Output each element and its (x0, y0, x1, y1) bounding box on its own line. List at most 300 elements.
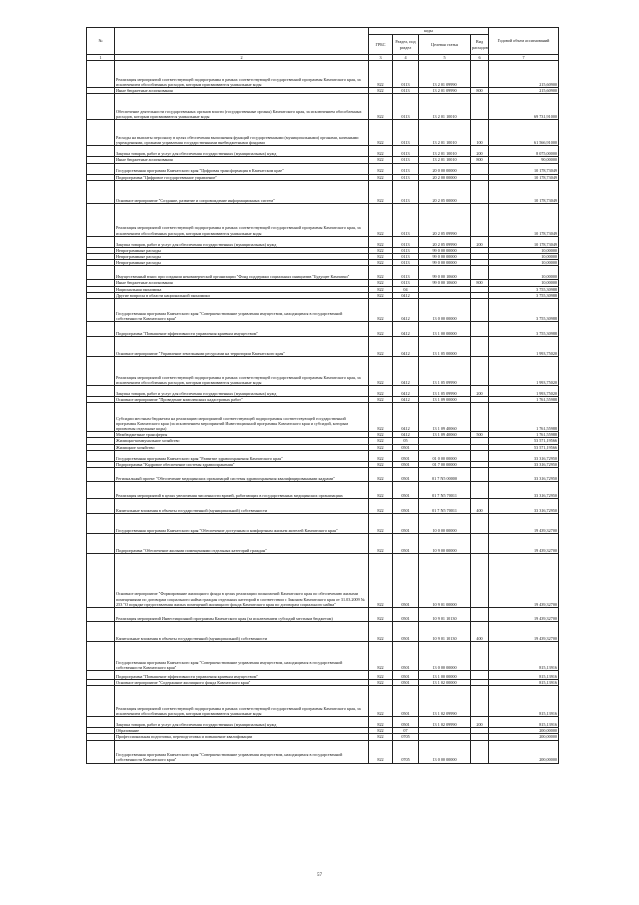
amount-cell: 200,00000 (489, 740, 559, 763)
row-num-cell (87, 163, 115, 174)
item-name-cell: Государственная программа Камчатского края "Обеспечение доступным и комфортным жильем жителей Камчатского края" (115, 514, 369, 534)
section-code-cell: 0412 (393, 386, 419, 397)
amount-cell: 815,13916 (489, 680, 559, 686)
amount-cell: 10 178,73049 (489, 163, 559, 174)
amount-cell: 33 316,72950 (489, 461, 559, 467)
row-num-cell (87, 642, 115, 671)
section-code-cell: 0501 (393, 444, 419, 450)
amount-cell: 215,60900 (489, 88, 559, 94)
grbs-code-cell: 822 (369, 499, 393, 514)
section-code-cell: 0705 (393, 740, 419, 763)
target-article-cell: 13 1 05 09990 (419, 357, 471, 386)
grbs-code-cell: 822 (369, 671, 393, 680)
item-name-cell: Государственная программа Камчатского края "Цифровая трансформация в Камчатском крае" (115, 163, 369, 174)
grbs-code-cell: 822 (369, 432, 393, 438)
table-row (87, 717, 559, 728)
item-name-cell: Национальная экономика (115, 286, 369, 292)
target-article-cell: 99 0 00 00000 (419, 247, 471, 253)
item-name-cell: Капитальные вложения в объекты государственной (муниципальной) собственности (115, 499, 369, 514)
expense-type-cell (471, 482, 489, 499)
expense-type-cell (471, 357, 489, 386)
target-article-cell: 13 1 05 00000 (419, 337, 471, 357)
section-code-cell: 0113 (393, 120, 419, 146)
amount-cell: 19 439,32700 (489, 622, 559, 642)
row-num-cell (87, 146, 115, 157)
grbs-code-cell: 822 (369, 397, 393, 403)
section-code-cell: 0501 (393, 450, 419, 461)
expense-type-cell (471, 94, 489, 120)
expense-type-cell: 200 (471, 717, 489, 728)
table-row (87, 642, 559, 671)
grbs-code-cell: 822 (369, 247, 393, 253)
target-article-cell: 13 1 09 40060 (419, 403, 471, 432)
item-name-cell: Государственная программа Камчатского края "Совершенствование управления имуществом, находящимся в государственной собственности Камчатского края" (115, 642, 369, 671)
expense-type-cell (471, 450, 489, 461)
index-cell: 6 (471, 55, 489, 61)
item-name-cell: Основное мероприятие "Содержание жилищного фонда Камчатского края" (115, 680, 369, 686)
grbs-code-cell: 822 (369, 163, 393, 174)
target-article-cell: 99 0 00 10600 (419, 266, 471, 280)
amount-cell: 19 439,32700 (489, 534, 559, 554)
item-name-cell: Основное мероприятие "Управление земельными ресурсами на территории Камчатского края" (115, 337, 369, 357)
amount-cell: 815,13916 (489, 686, 559, 717)
grbs-code-cell: 822 (369, 120, 393, 146)
section-code-cell: 0412 (393, 322, 419, 337)
amount-cell: 200,00000 (489, 728, 559, 734)
section-code-cell: 0705 (393, 734, 419, 740)
grbs-code-cell: 822 (369, 386, 393, 397)
table-row (87, 468, 559, 482)
section-code-cell: 0501 (393, 680, 419, 686)
page-number: 57 (317, 873, 322, 878)
section-code-cell: 0501 (393, 534, 419, 554)
grbs-code-cell: 822 (369, 266, 393, 280)
index-cell: 1 (87, 55, 115, 61)
amount-cell: 1 761,55988 (489, 397, 559, 403)
row-num-cell (87, 740, 115, 763)
target-article-cell: 13 1 02 09990 (419, 717, 471, 728)
grbs-code-cell: 822 (369, 180, 393, 203)
table-row (87, 94, 559, 120)
section-code-cell: 0113 (393, 180, 419, 203)
item-name-cell: Закупка товаров, работ и услуг для обеспечения государственных (муниципальных) нужд (115, 146, 369, 157)
target-article-cell: 10 9 00 00000 (419, 534, 471, 554)
expense-type-cell (471, 299, 489, 322)
target-article-cell: 13 2 01 10010 (419, 157, 471, 163)
grbs-code-cell: 822 (369, 286, 393, 292)
row-num-cell (87, 608, 115, 622)
expense-type-cell (471, 468, 489, 482)
header-amount: Годовой объем ассигнований (489, 28, 559, 55)
row-num-cell (87, 717, 115, 728)
grbs-code-cell: 822 (369, 461, 393, 467)
item-name-cell: Иные бюджетные ассигнования (115, 280, 369, 286)
section-code-cell: 0501 (393, 622, 419, 642)
item-name-cell: Реализация мероприятий соответствующей подпрограммы в рамках соответствующей государственной программы Камчатского края, за исключением обособленных расходов, которым присваиваются уникальные коды (115, 357, 369, 386)
table-header (87, 28, 559, 61)
expense-type-cell (471, 534, 489, 554)
amount-cell: 19 439,32700 (489, 554, 559, 608)
grbs-code-cell: 822 (369, 260, 393, 266)
section-code-cell: 0113 (393, 236, 419, 247)
section-code-cell: 0113 (393, 61, 419, 88)
row-num-cell (87, 203, 115, 236)
grbs-code-cell: 822 (369, 236, 393, 247)
item-name-cell: Основное мероприятие "Формирование жилищного фонда в целях реализации полномочий Камчатского края по обеспечению жилыми помещениями по договорам социального найма граждан отдельных категорий в соответствии с Законом Камчатского края от 31.03.2009 № 253 "О порядке предоставления жилых помещений жилищного фонда Камчатского края по договорам социального найма" (115, 554, 369, 608)
target-article-cell: 13 0 00 00000 (419, 299, 471, 322)
table-row (87, 61, 559, 88)
header-codes: коды (369, 28, 489, 35)
expense-type-cell: 200 (471, 386, 489, 397)
table-row (87, 236, 559, 247)
grbs-code-cell: 822 (369, 403, 393, 432)
expense-type-cell: 400 (471, 499, 489, 514)
expense-type-cell (471, 163, 489, 174)
grbs-code-cell: 822 (369, 157, 393, 163)
target-article-cell: 01 7 00 00000 (419, 461, 471, 467)
expense-type-cell (471, 686, 489, 717)
amount-cell: 33 316,72950 (489, 482, 559, 499)
grbs-code-cell: 822 (369, 482, 393, 499)
amount-cell: 33 316,72950 (489, 450, 559, 461)
item-name-cell: Государственная программа Камчатского края "Развитие здравоохранения Камчатского края" (115, 450, 369, 461)
item-name-cell: Подпрограмма "Повышение эффективности управления краевым имуществом" (115, 322, 369, 337)
table-row (87, 120, 559, 146)
target-article-cell: 99 0 00 00000 (419, 260, 471, 266)
item-name-cell: Основное мероприятие "Проведение комплексных кадастровых работ" (115, 397, 369, 403)
expense-type-cell: 100 (471, 120, 489, 146)
amount-cell: 10,00000 (489, 266, 559, 280)
section-code-cell: 0501 (393, 468, 419, 482)
table-row (87, 608, 559, 622)
amount-cell: 200,00000 (489, 734, 559, 740)
row-num-cell (87, 450, 115, 461)
amount-cell: 10 178,73049 (489, 180, 559, 203)
table-row (87, 266, 559, 280)
target-article-cell: 13 1 00 00000 (419, 671, 471, 680)
target-article-cell: 01 7 N5 00000 (419, 468, 471, 482)
amount-cell: 10,00000 (489, 260, 559, 266)
amount-cell: 19 439,32700 (489, 514, 559, 534)
budget-table (86, 27, 559, 764)
target-article-cell: 13 0 00 00000 (419, 740, 471, 763)
section-code-cell: 0501 (393, 671, 419, 680)
target-article-cell: 10 9 01 10130 (419, 608, 471, 622)
table-row (87, 163, 559, 174)
expense-type-cell: 500 (471, 432, 489, 438)
section-code-cell: 0501 (393, 461, 419, 467)
header-section: Раздел, под раздел (393, 35, 419, 55)
item-name-cell: Субсидии местным бюджетам на реализацию мероприятий соответствующей подпрограммы соответствующей государственной программы Камчатского края (за исключением мероприятий Инвестиционной программы Камчатского края и субсидий, которым присвоены отдельные коды) (115, 403, 369, 432)
item-name-cell: Реализация мероприятий соответствующей подпрограммы в рамках соответствующей государственной программы Камчатского края, за исключением обособленных расходов, которым присваиваются уникальные коды (115, 61, 369, 88)
table-row (87, 671, 559, 680)
section-code-cell: 0113 (393, 88, 419, 94)
row-num-cell (87, 337, 115, 357)
row-num-cell (87, 482, 115, 499)
amount-cell: 53 571,19566 (489, 444, 559, 450)
item-name-cell: Основное мероприятие "Создание, развитие и сопровождение информационных систем" (115, 180, 369, 203)
item-name-cell: Капитальные вложения в объекты государственной (муниципальной) собственности (115, 622, 369, 642)
grbs-code-cell: 822 (369, 444, 393, 450)
amount-cell: 10 178,73049 (489, 203, 559, 236)
grbs-code-cell: 822 (369, 357, 393, 386)
item-name-cell: Обеспечение деятельности государственных органов власти (государственные органы) Камчатского края, за исключением обособленных расходов, которым присваиваются уникальные коды (115, 94, 369, 120)
item-name-cell: Подпрограмма "Цифровое государственное управление" (115, 174, 369, 180)
amount-cell: 61 566,91000 (489, 120, 559, 146)
row-num-cell (87, 686, 115, 717)
item-name-cell: Подпрограмма "Повышение эффективности управления краевым имуществом" (115, 671, 369, 680)
amount-cell: 10,00000 (489, 254, 559, 260)
grbs-code-cell: 822 (369, 299, 393, 322)
section-code-cell: 0113 (393, 157, 419, 163)
table-row (87, 514, 559, 534)
expense-type-cell (471, 642, 489, 671)
target-article-cell: 99 0 00 10600 (419, 280, 471, 286)
amount-cell: 3 755,30988 (489, 299, 559, 322)
section-code-cell: 07 (393, 728, 419, 734)
row-num-cell (87, 322, 115, 337)
section-code-cell: 04 (393, 286, 419, 292)
table-row (87, 357, 559, 386)
target-article-cell: 13 2 01 09990 (419, 61, 471, 88)
target-article-cell: 13 1 09 40060 (419, 432, 471, 438)
section-code-cell: 0501 (393, 482, 419, 499)
amount-cell: 3 755,30988 (489, 292, 559, 298)
grbs-code-cell: 822 (369, 438, 393, 444)
item-name-cell: Иные бюджетные ассигнования (115, 88, 369, 94)
header-name (115, 28, 369, 55)
target-article-cell: 20 2 00 00000 (419, 174, 471, 180)
item-name-cell: Реализация мероприятий соответствующей подпрограммы в рамках соответствующей государственной программы Камчатского края, за исключением обособленных расходов, которым присваиваются уникальные коды (115, 686, 369, 717)
header-target: Целевая статья (419, 35, 471, 55)
section-code-cell: 0113 (393, 247, 419, 253)
grbs-code-cell: 822 (369, 734, 393, 740)
item-name-cell: Закупка товаров, работ и услуг для обеспечения государственных (муниципальных) нужд (115, 236, 369, 247)
amount-cell: 1 993,75020 (489, 337, 559, 357)
grbs-code-cell: 822 (369, 728, 393, 734)
target-article-cell: 20 2 05 09990 (419, 236, 471, 247)
row-num-cell (87, 403, 115, 432)
expense-type-cell (471, 203, 489, 236)
item-name-cell: Непрограммные расходы (115, 254, 369, 260)
amount-cell: 10 178,73049 (489, 236, 559, 247)
amount-cell: 1 761,55988 (489, 403, 559, 432)
item-name-cell: Подпрограмма "Кадровое обеспечение системы здравоохранения" (115, 461, 369, 467)
amount-cell: 1 993,75020 (489, 386, 559, 397)
amount-cell: 69 731,91000 (489, 94, 559, 120)
section-code-cell: 0412 (393, 337, 419, 357)
expense-type-cell (471, 608, 489, 622)
table-body (87, 61, 559, 763)
header-exp-type: Вид расходов (471, 35, 489, 55)
item-name-cell: Жилищно-коммунальное хозяйство (115, 438, 369, 444)
row-num-cell (87, 386, 115, 397)
expense-type-cell (471, 266, 489, 280)
expense-type-cell: 200 (471, 146, 489, 157)
row-num-cell (87, 622, 115, 642)
expense-type-cell (471, 740, 489, 763)
amount-cell: 8 075,00000 (489, 146, 559, 157)
expense-type-cell: 800 (471, 280, 489, 286)
table-row (87, 203, 559, 236)
grbs-code-cell: 822 (369, 203, 393, 236)
row-num-cell (87, 514, 115, 534)
amount-cell: 90,00000 (489, 157, 559, 163)
target-article-cell: 10 0 00 00000 (419, 514, 471, 534)
target-article-cell: 01 7 N5 70011 (419, 482, 471, 499)
row-num-cell (87, 61, 115, 88)
expense-type-cell (471, 514, 489, 534)
amount-cell: 33 316,72950 (489, 468, 559, 482)
section-code-cell: 0501 (393, 499, 419, 514)
target-article-cell: 20 2 05 00000 (419, 180, 471, 203)
item-name-cell: Иные бюджетные ассигнования (115, 157, 369, 163)
amount-cell: 33 316,72950 (489, 499, 559, 514)
grbs-code-cell: 822 (369, 740, 393, 763)
expense-type-cell (471, 180, 489, 203)
expense-type-cell: 400 (471, 622, 489, 642)
item-name-cell: Непрограммные расходы (115, 260, 369, 266)
amount-cell: 19 439,32700 (489, 608, 559, 622)
section-code-cell: 0412 (393, 357, 419, 386)
expense-type-cell (471, 337, 489, 357)
target-article-cell: 10 9 01 10130 (419, 622, 471, 642)
section-code-cell: 0501 (393, 717, 419, 728)
expense-type-cell: 800 (471, 157, 489, 163)
table-row (87, 482, 559, 499)
section-code-cell: 0113 (393, 94, 419, 120)
row-num-cell (87, 554, 115, 608)
amount-cell: 815,13916 (489, 717, 559, 728)
amount-cell: 10,00000 (489, 280, 559, 286)
table-row (87, 299, 559, 322)
target-article-cell: 20 2 05 09990 (419, 203, 471, 236)
table-row (87, 403, 559, 432)
row-num-cell (87, 499, 115, 514)
expense-type-cell (471, 554, 489, 608)
grbs-code-cell: 822 (369, 680, 393, 686)
item-name-cell: Расходы на выплаты персоналу в целях обеспечения выполнения функций государственными (муниципальными) органами, казенными учреждениями, органами управления государственными внебюджетными фондами (115, 120, 369, 146)
table-row (87, 740, 559, 763)
amount-cell: 10 178,73049 (489, 174, 559, 180)
header-grbs: ГРБС (369, 35, 393, 55)
table-row (87, 534, 559, 554)
item-name-cell: Региональный проект "Обеспечение медицинских организаций системы здравоохранения квалифицированными кадрами" (115, 468, 369, 482)
index-cell: 7 (489, 55, 559, 61)
amount-cell: 1 993,75020 (489, 357, 559, 386)
grbs-code-cell: 822 (369, 686, 393, 717)
item-name-cell: Государственная программа Камчатского края "Совершенствование управления имуществом, находящимся в государственной собственности Камчатского края" (115, 299, 369, 322)
section-code-cell: 0113 (393, 174, 419, 180)
header-num: № (87, 28, 115, 55)
target-article-cell: 13 2 01 10010 (419, 94, 471, 120)
table-row (87, 499, 559, 514)
item-name-cell: Профессиональная подготовка, переподготовка и повышение квалификации (115, 734, 369, 740)
item-name-cell: Государственная программа Камчатского края "Совершенствование управления имуществом, находящимся в государственной собственности Камчатского края" (115, 740, 369, 763)
target-article-cell: 13 1 02 00000 (419, 680, 471, 686)
index-cell: 4 (393, 55, 419, 61)
grbs-code-cell: 822 (369, 174, 393, 180)
table-row (87, 337, 559, 357)
target-article-cell: 13 1 00 00000 (419, 322, 471, 337)
expense-type-cell (471, 403, 489, 432)
item-name-cell: Закупка товаров, работ и услуг для обеспечения государственных (муниципальных) нужд (115, 386, 369, 397)
expense-type-cell (471, 61, 489, 88)
amount-cell: 53 571,19566 (489, 438, 559, 444)
item-name-cell: Реализация мероприятий соответствующей подпрограммы в рамках соответствующей государственной программы Камчатского края, за исключением обособленных расходов, которым присваиваются уникальные коды (115, 203, 369, 236)
grbs-code-cell: 822 (369, 468, 393, 482)
grbs-code-cell: 822 (369, 254, 393, 260)
target-article-cell: 13 1 05 09990 (419, 386, 471, 397)
row-num-cell (87, 534, 115, 554)
section-code-cell: 0113 (393, 260, 419, 266)
target-article-cell: 13 1 02 09990 (419, 686, 471, 717)
grbs-code-cell: 822 (369, 337, 393, 357)
section-code-cell: 0113 (393, 163, 419, 174)
target-article-cell: 13 1 09 00000 (419, 397, 471, 403)
table-row (87, 622, 559, 642)
row-num-cell (87, 357, 115, 386)
index-cell: 2 (115, 55, 369, 61)
expense-type-cell: 800 (471, 88, 489, 94)
table-row (87, 146, 559, 157)
amount-cell: 815,13916 (489, 671, 559, 680)
grbs-code-cell: 822 (369, 642, 393, 671)
section-code-cell: 0113 (393, 266, 419, 280)
row-num-cell (87, 671, 115, 680)
expense-type-cell (471, 671, 489, 680)
section-code-cell: 0501 (393, 686, 419, 717)
section-code-cell: 0412 (393, 397, 419, 403)
item-name-cell: Реализация мероприятий Инвестиционной программы Камчатского края (за исключением субсидий местным бюджетам) (115, 608, 369, 622)
target-article-cell: 10 9 01 00000 (419, 554, 471, 608)
amount-cell: 815,13916 (489, 642, 559, 671)
table-row (87, 450, 559, 461)
grbs-code-cell: 822 (369, 322, 393, 337)
table-row (87, 180, 559, 203)
grbs-code-cell: 822 (369, 292, 393, 298)
row-num-cell (87, 266, 115, 280)
grbs-code-cell: 822 (369, 450, 393, 461)
expense-type-cell (471, 322, 489, 337)
index-cell: 3 (369, 55, 393, 61)
table-row (87, 554, 559, 608)
table-row (87, 322, 559, 337)
grbs-code-cell: 822 (369, 88, 393, 94)
section-code-cell: 0501 (393, 514, 419, 534)
target-article-cell: 20 0 00 00000 (419, 163, 471, 174)
grbs-code-cell: 822 (369, 554, 393, 608)
amount-cell: 215,60900 (489, 61, 559, 88)
section-code-cell: 0501 (393, 642, 419, 671)
target-article-cell: 01 0 00 00000 (419, 450, 471, 461)
amount-cell: 10,00000 (489, 247, 559, 253)
section-code-cell: 0501 (393, 554, 419, 608)
expense-type-cell: 200 (471, 236, 489, 247)
grbs-code-cell: 822 (369, 717, 393, 728)
target-article-cell: 01 7 N5 70011 (419, 499, 471, 514)
item-name-cell: Жилищное хозяйство (115, 444, 369, 450)
item-name-cell: Имущественный взнос при создании некоммерческой организации "Фонд поддержки социальных инициатив "Будущее Камчатки" (115, 266, 369, 280)
section-code-cell: 0412 (393, 403, 419, 432)
index-cell: 5 (419, 55, 471, 61)
row-num-cell (87, 299, 115, 322)
section-code-cell: 0113 (393, 254, 419, 260)
target-article-cell: 13 2 01 10010 (419, 146, 471, 157)
row-num-cell (87, 180, 115, 203)
section-code-cell: 0412 (393, 432, 419, 438)
row-num-cell (87, 120, 115, 146)
